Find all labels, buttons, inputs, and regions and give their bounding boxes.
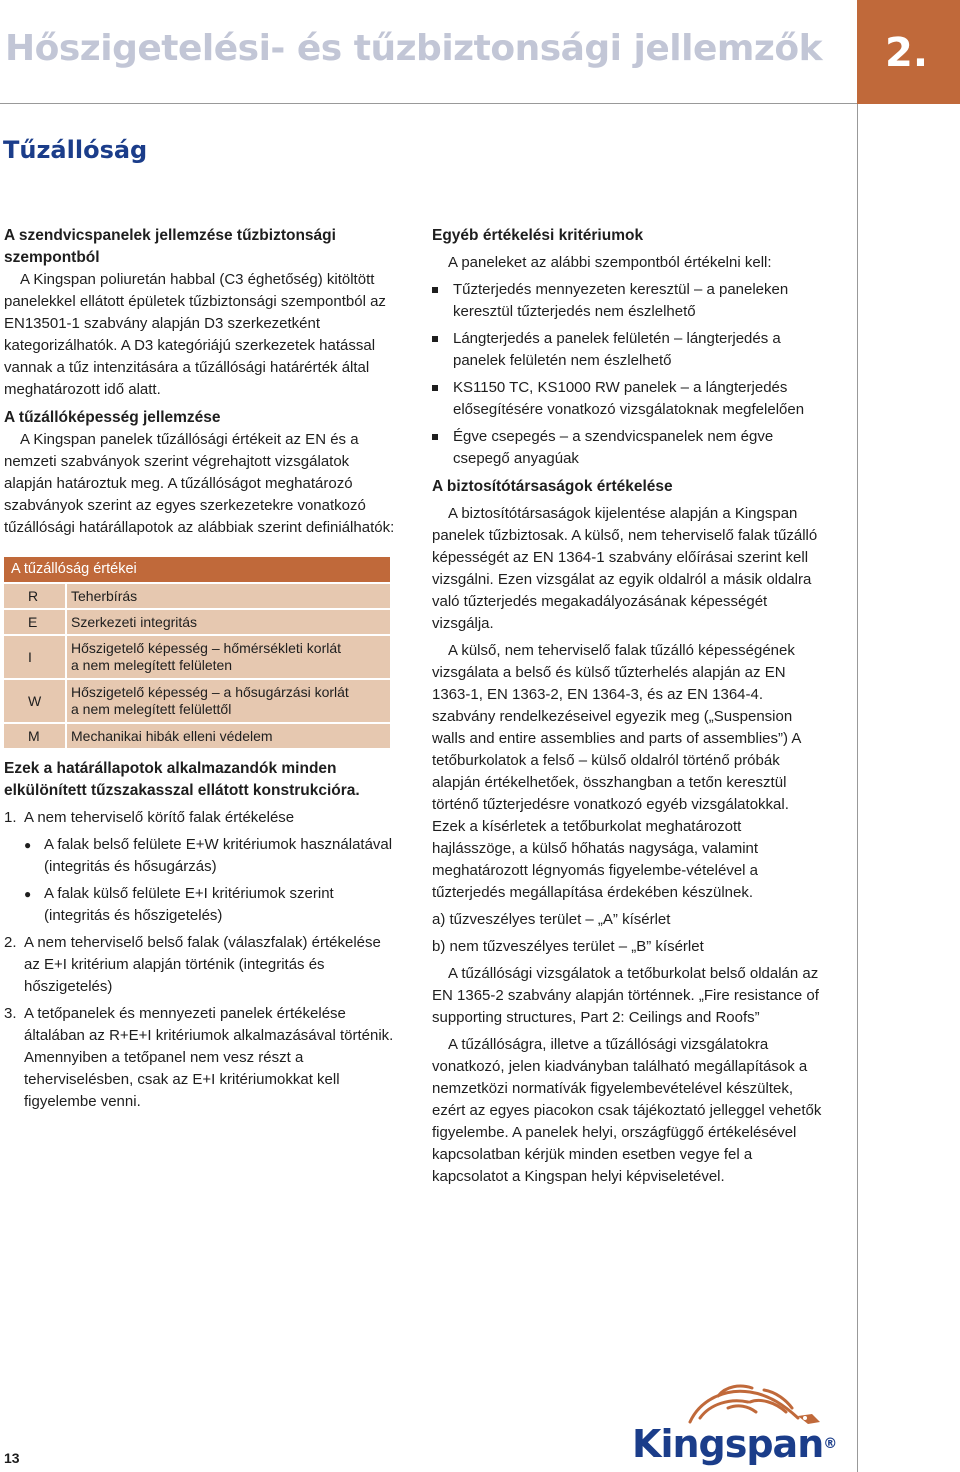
right-column — [432, 225, 824, 1188]
bullet-item — [432, 279, 824, 323]
item-text: A nem teherviselő belső falak (válaszfalak) értékelése az E+I kritérium alapján történik (integritás és hőszigetelés) — [24, 934, 381, 995]
bullet-item — [432, 426, 824, 470]
heading-insurers: A biztosítótársaságok értékelése — [432, 478, 673, 495]
table-description — [67, 680, 390, 722]
heading-other-criteria: Egyéb értékelési kritériumok — [432, 227, 644, 244]
table-description — [67, 636, 390, 678]
header-divider — [0, 103, 857, 104]
table-row — [4, 680, 390, 722]
bullet-square-icon — [432, 377, 453, 421]
logo-wordmark — [632, 1424, 836, 1464]
bullet-text: Tűzterjedés mennyezeten keresztül – a paneleken keresztül tűzterjedés nem észlelhető — [453, 281, 789, 320]
table-description — [67, 724, 390, 748]
bullet-text: A falak belső felülete E+W kritériumok használatával (integritás és hősugárzás) — [44, 836, 393, 875]
bullet-item — [4, 883, 396, 927]
registered-mark: ® — [823, 1436, 837, 1452]
bold-statement: Ezek a határállapotok alkalmazandók minden elkülönített tűzszakasszal ellátott konstrukcióra. — [4, 760, 360, 799]
page-number: 13 — [4, 1450, 20, 1466]
paragraph-d3-classification: A Kingspan poliuretán habbal (C3 éghetőség) kitöltött panelekkel ellátott épületek tűzbiztonsági szempontból az EN13501-1 szabvány alapján D3 szerkezetként kategorizálhatók. A D3 kategóriájú szerkezetek hatással vannak a tűz intenzitására a tűzállósági határérték által meghatározott idő alatt. — [4, 271, 386, 398]
table-description-line: Hőszigetelő képesség – a hősugárzási korlát — [71, 684, 349, 700]
heading-fire-safety-characterization: A szendvicspanelek jellemzése tűzbiztonsági szempontból — [4, 227, 336, 266]
bullet-item — [432, 328, 824, 372]
table-row — [4, 584, 390, 608]
table-description-line: Teherbírás — [71, 587, 138, 604]
chapter-tab — [857, 0, 960, 104]
item-number: 3. — [4, 1005, 17, 1022]
page-header-title: Hőszigetelési- és tűzbiztonsági jellemzők — [5, 28, 823, 69]
logo-text: Kingspan — [632, 1422, 824, 1466]
test-a: a) tűzveszélyes terület – „A” kísérlet — [432, 911, 671, 928]
paragraph-roof-tests: A tűzállósági vizsgálatok a tetőburkolat belső oldalán az EN 1365-2 szabvány alapján történnek. „Fire resistance of supporting structures, Part 2: Ceilings and Roofs” — [432, 965, 819, 1026]
bullet-text: Égve csepegés – a szendvicspanelek nem égve csepegő anyagúak — [453, 428, 774, 467]
section-title: Tűzállóság — [3, 136, 148, 164]
table-description-line: a nem melegített felülettől — [71, 701, 232, 717]
bullet-item — [4, 834, 396, 878]
numbered-item — [4, 807, 396, 829]
paragraph-criteria-intro: A paneleket az alábbi szempontból értékelni kell: — [448, 254, 772, 271]
table-row — [4, 610, 390, 634]
item-text: A tetőpanelek és mennyezeti panelek értékelése általában az R+E+I kritériumok alkalmazásával történik. Amennyiben a tetőpanel nem vesz részt a teherviselésben, csak az E+I kritériumokkat kell figyelembe venni. — [24, 1005, 394, 1110]
margin-divider — [857, 104, 858, 1472]
table-row — [4, 724, 390, 748]
table-description — [67, 584, 390, 608]
item-text: A nem teherviselő körítő falak értékelése — [24, 809, 295, 826]
bullet-text: A falak külső felülete E+I kritériumok szerint (integritás és hőszigetelés) — [44, 885, 334, 924]
table-code: I — [4, 636, 65, 678]
table-description-line: Hőszigetelő képesség – hőmérsékleti korlát — [71, 640, 342, 656]
table-description — [67, 610, 390, 634]
test-b: b) nem tűzveszélyes terület – „B” kísérlet — [432, 938, 704, 955]
table-code: E — [4, 610, 65, 634]
left-column — [4, 225, 396, 1113]
table-description-line: Mechanikai hibák elleni védelem — [71, 727, 273, 744]
kingspan-logo — [630, 1378, 844, 1470]
bullet-square-icon — [432, 426, 453, 470]
bullet-text: KS1150 TC, KS1000 RW panelek – a lángterjedés elősegítésére vonatkozó vizsgálatoknak megfelelően — [453, 379, 805, 418]
bullet-dot-icon: ● — [24, 838, 32, 852]
table-code: R — [4, 584, 65, 608]
numbered-item — [4, 932, 396, 998]
bullet-square-icon — [432, 328, 453, 372]
table-header: A tűzállóság értékei — [4, 557, 390, 582]
table-row — [4, 636, 390, 678]
paragraph-insurers: A biztosítótársaságok kijelentése alapján a Kingspan panelek tűzbiztosak. A külső, nem teherviselő falak tűzálló képességét az EN 1364-1 szabvány előírásai szerint kell vizsgálni. Ezen vizsgálat az egyik oldalról a másik oldalra való tűzterjedés megakadályozásának képességét vizsgálja. — [432, 505, 818, 632]
fire-resistance-table — [4, 557, 390, 748]
bullet-square-icon — [432, 279, 453, 323]
item-number: 2. — [4, 934, 17, 951]
table-code: W — [4, 680, 65, 722]
table-description-line: Szerkezeti integritás — [71, 613, 198, 630]
heading-fire-resistance: A tűzállóképesség jellemzése — [4, 409, 221, 426]
item-number: 1. — [4, 809, 17, 826]
bullet-dot-icon: ● — [24, 887, 32, 901]
table-code: M — [4, 724, 65, 748]
paragraph-external-walls: A külső, nem teherviselő falak tűzálló képességének vizsgálata a belső és külső tűzterhelés alapján az EN 1363-1, EN 1363-2, EN 1364-3, és az EN 1364-4. szabvány rendelkezéseivel egyezik meg („Suspension walls and entire assemblies and parts of assemblies”) A tetőburkolatok a felső – külső oldalról történő próbák alapján értékelhetőek, összhangban a tetőn keresztül történő tűzterjedésre vonatkozó egyéb vizsgálatokkal. Ezek a kísérletek a tetőburkolat meghatározott hajlásszöge, a külső hőhatás nagysága, valamint meghatározott légnyomás figyelembe-vételével a tűzterjedés megállapítása érdekében készülnek. — [432, 642, 801, 901]
paragraph-disclaimer: A tűzállóságra, illetve a tűzállósági vizsgálatokra vonatkozó, jelen kiadványban található megállapítások a nemzetközi normatívák figyelembevételével készültek, ezért az egyes piacokon csak tájékoztató jelleggel vehetők figyelembe. A panelek helyi, országfüggő értékelésével kapcsolatban kérjük minden esetben vegye fel a kapcsolatot a Kingspan helyi képviseletével. — [432, 1036, 822, 1185]
bullet-item — [432, 377, 824, 421]
chapter-number: 2. — [885, 30, 929, 76]
bullet-text: Lángterjedés a panelek felületén – lángterjedés a panelek felületén nem észlelhető — [453, 330, 781, 369]
numbered-item — [4, 1003, 396, 1113]
paragraph-fire-resistance-standards: A Kingspan panelek tűzállósági értékeit az EN és a nemzeti szabványok szerint végrehajtott vizsgálatok alapján határoztuk meg. A tűzállóságot meghatározó szabványok szerint az egyes szerkezetekre vonatkozó tűzállósági határállapotok az alábbiak szerint definiálhatók: — [4, 431, 395, 536]
table-description-line: a nem melegített felületen — [71, 657, 233, 673]
